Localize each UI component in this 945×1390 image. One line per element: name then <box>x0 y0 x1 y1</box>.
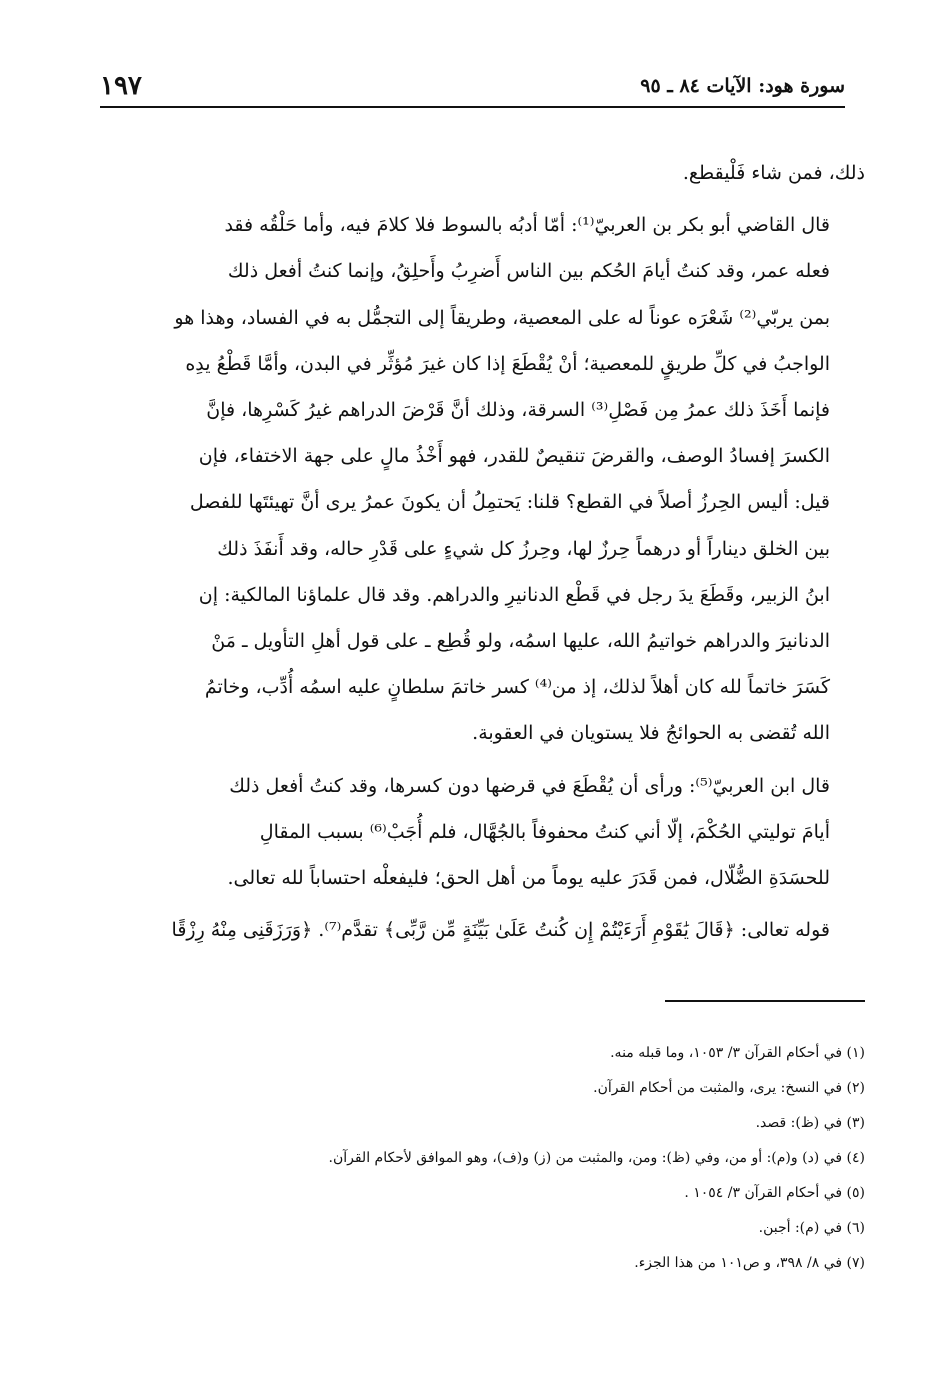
text-line: ذلك، فمن شاء فَلْيقطع. <box>682 162 865 184</box>
footnote: (٥) في أحكام القرآن ٣/ ١٠٥٤ . <box>684 1185 865 1201</box>
text-line: الكسرَ إفسادُ الوصف، والقرضَ تنقيصٌ للقدر، فهو أَخْذُ مالٍ على جهة الاختفاء، فإن <box>198 445 830 468</box>
running-header <box>100 66 845 108</box>
footnote: (٦) في (م): أجبن. <box>758 1220 865 1236</box>
text-line: الله تُقضى به الحوائجُ فلا يستويان في العقوبة. <box>472 722 830 745</box>
page-number: ١٩٧ <box>100 71 142 101</box>
text-line: بين الخلق ديناراً أو درهماً حِرزٌ لها، وحِرزُ كل شيءٍ على قَدْرِ حاله، وقد أَنفَذَ ذلك <box>217 537 830 560</box>
paragraph-3 <box>95 763 865 902</box>
footnote: (١) في أحكام القرآن ٣/ ١٠٥٣، وما قبله منه. <box>610 1045 865 1061</box>
text-line: كَسَرَ خاتماً لله كان أهلاً لذلك، إذ من⁽⁴⁾ كسر خاتمَ سلطانٍ عليه اسمُه أُدِّب، وخاتمُ <box>204 676 830 699</box>
text-line: الواجبُ في كلِّ طريقٍ للمعصية؛ أنْ يُقْطَعَ إذا كان غيرَ مُؤثِّر في البدن، وأمَّا قَطْعُ يدِه <box>185 352 830 375</box>
text-line: فعله عمر، وقد كنتُ أيامَ الحُكم بين الناس أَضرِبُ وأَحلِقُ، وإنما كنتُ أفعل ذلك <box>227 260 830 283</box>
footnote: (٢) في النسخ: يرى، والمثبت من أحكام القرآن. <box>593 1080 865 1096</box>
text-line: قال ابن العربيّ⁽⁵⁾: ورأى أن يُقْطَعَ في قرضها دون كسرها، وقد كنتُ أفعل ذلك <box>229 774 830 797</box>
text-line: قيل: أليس الحِرزُ أصلاً في القطع؟ قلنا: يَحتمِلُ أن يكونَ عمرُ يرى أنَّ تهيئتَها للفصل <box>189 491 830 514</box>
paragraph-4 <box>95 907 865 953</box>
text-line: ابنُ الزبير، وقَطَعَ يدَ رجل في قَطْع الدنانيرِ والدراهم. وقد قال علماؤنا المالكية: إن <box>198 583 830 606</box>
text-line: قال القاضي أبو بكر بن العربيّ⁽¹⁾: أمّا أدبُه بالسوط فلا كلامَ فيه، وأما حَلْقُه فقد <box>224 214 830 237</box>
footnote-divider <box>665 1000 865 1002</box>
text-line: الدنانيرَ والدراهم خواتيمُ الله، عليها اسمُه، ولو قُطِع ـ على قول أهلِ التأويل ـ مَنْ <box>211 630 830 653</box>
footnotes <box>95 1036 865 1281</box>
text-line: أيامَ توليتي الحُكْمَ، إلّا أني كنتُ محفوفاً بالجُهَّال، فلم أُجَبْ⁽⁶⁾ بسبب المقالِ <box>259 820 830 843</box>
text-line: فإنما أَخَذَ ذلك عمرُ مِن فَصْلِ⁽³⁾ السرقة، وذلك أنَّ قَرْضَ الدراهم غيرُ كَسْرِها، فإنَّ <box>206 399 830 422</box>
text-line: للحسَدَةِ الضُّلّال، فمن قَدَرَ عليه يوماً من أهل الحق؛ فليفعلْه احتساباً لله تعالى. <box>227 867 830 890</box>
text-line: قوله تعالى: ﴿قَالَ يَٰقَوْمِ أَرَءَيْتُمْ إِن كُنتُ عَلَىٰ بَيِّنَةٍ مِّن رَّبِّى﴾ تقدَّم⁽⁷⁾. ﴿وَرَزَقَنِى مِنْهُ رِزْقًا <box>171 919 830 942</box>
paragraph-2 <box>95 202 865 756</box>
main-text <box>95 150 865 959</box>
header-title: سورة هود: الآيات ٨٤ ـ ٩٥ <box>640 75 845 97</box>
footnote: (٤) في (د) و(م): أو من، وفي (ظ): ومن، والمثبت من (ز) و(ف)، وهو الموافق لأحكام القرآن. <box>328 1150 865 1166</box>
footnote: (٣) في (ظ): قصد. <box>755 1115 865 1131</box>
footnote: (٧) في ٨/ ٣٩٨، و ص١٠١ من هذا الجزء. <box>634 1255 865 1271</box>
paragraph-1 <box>95 150 865 196</box>
text-line: بمن يربّي⁽²⁾ شَعْرَه عوناً له على المعصية، وطريقاً إلى التجمُّل به في الفساد، وهذا هو <box>174 306 830 329</box>
